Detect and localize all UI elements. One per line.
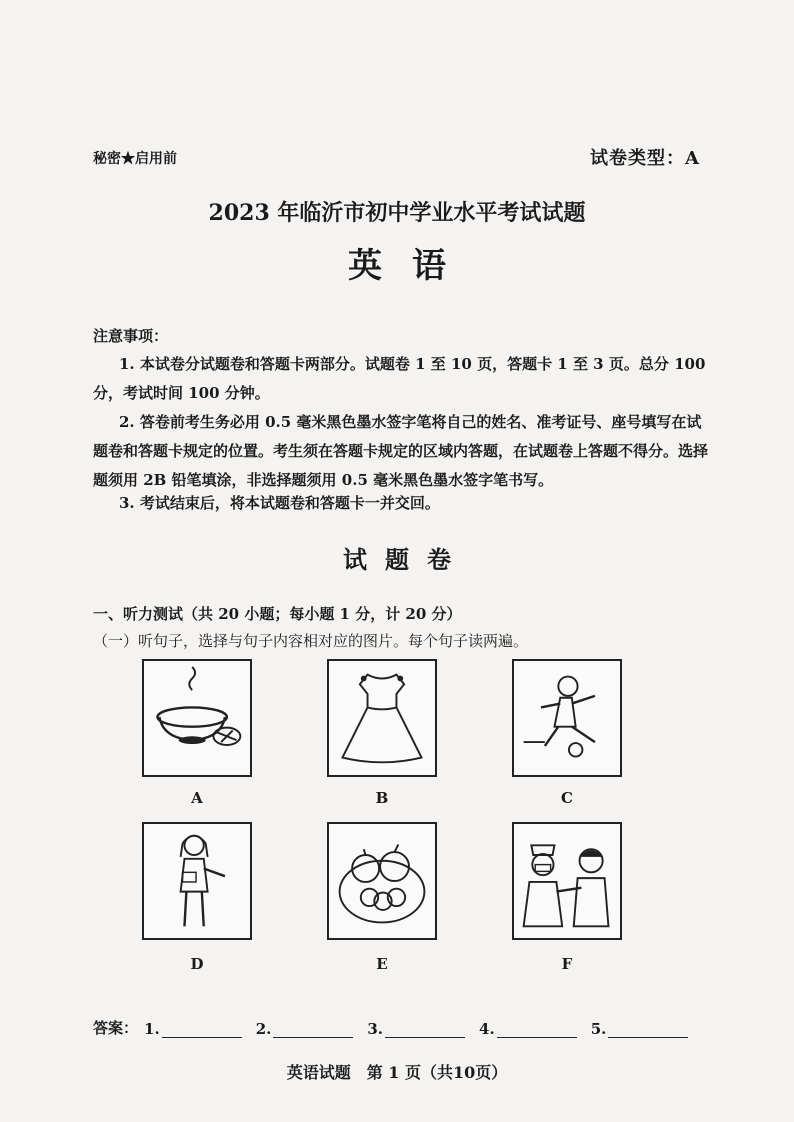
- answer-blank-1[interactable]: 1.: [144, 1020, 242, 1038]
- picture-e-label: E: [376, 955, 388, 973]
- picture-f: [512, 822, 622, 940]
- fruit-plate-icon: [329, 824, 435, 938]
- answer-blank-2[interactable]: 2.: [256, 1020, 354, 1038]
- paper-type: 试卷类型：A: [590, 148, 700, 169]
- soccer-player-icon: [514, 661, 620, 775]
- answer-row: [93, 1017, 702, 1038]
- answer-blank-5[interactable]: 5.: [591, 1020, 689, 1038]
- woman-speaking-icon: [144, 824, 250, 938]
- soup-bowl-icon: [144, 661, 250, 775]
- picture-c-label: C: [561, 789, 573, 807]
- picture-c: [512, 659, 622, 777]
- dress-icon: [329, 661, 435, 775]
- exam-title: 2023 年临沂市初中学业水平考试试题: [208, 200, 586, 226]
- notice-item-3: 3. 考试结束后，将本试题卷和答题卡一并交回。: [119, 494, 440, 512]
- notice-item-1: 1. 本试卷分试题卷和答题卡两部分。试题卷 1 至 10 页，答题卡 1 至 3 页。总分 100 分，考试时间 100 分钟。: [93, 355, 706, 402]
- notice-item-2: 2. 答卷前考生务必用 0.5 毫米黑色墨水签字笔将自己的姓名、准考证号、座号填写在试题卷和答题卡规定的位置。考生须在答题卡规定的区域内答题，在试题卷上答题不得分。选择题须用 2B 铅笔填涂，非选择题须用 0.5 毫米黑色墨水签字笔书写。: [93, 413, 709, 489]
- section-title: 试题卷: [343, 545, 469, 574]
- doctor-patient-icon: [514, 824, 620, 938]
- confidential-mark: 秘密★启用前: [93, 151, 177, 167]
- picture-a-label: A: [191, 789, 203, 807]
- answer-blank-4[interactable]: 4.: [479, 1020, 577, 1038]
- picture-b-label: B: [375, 789, 389, 807]
- subject-title: 英语: [348, 246, 476, 286]
- notice-heading: 注意事项：: [93, 327, 169, 345]
- answer-label: 答案：: [93, 1019, 139, 1037]
- picture-d: [142, 822, 252, 940]
- page-footer: 英语试题 第 1 页（共10页）: [286, 1063, 508, 1082]
- picture-a: [142, 659, 252, 777]
- picture-e: [327, 822, 437, 940]
- part1-instruction: （一）听句子，选择与句子内容相对应的图片。每个句子读两遍。: [93, 632, 529, 650]
- picture-d-label: D: [190, 955, 204, 973]
- answer-blank-3[interactable]: 3.: [367, 1020, 465, 1038]
- part1-title: 一、听力测试（共 20 小题；每小题 1 分，计 20 分）: [93, 605, 462, 623]
- picture-b: [327, 659, 437, 777]
- picture-f-label: F: [561, 955, 573, 973]
